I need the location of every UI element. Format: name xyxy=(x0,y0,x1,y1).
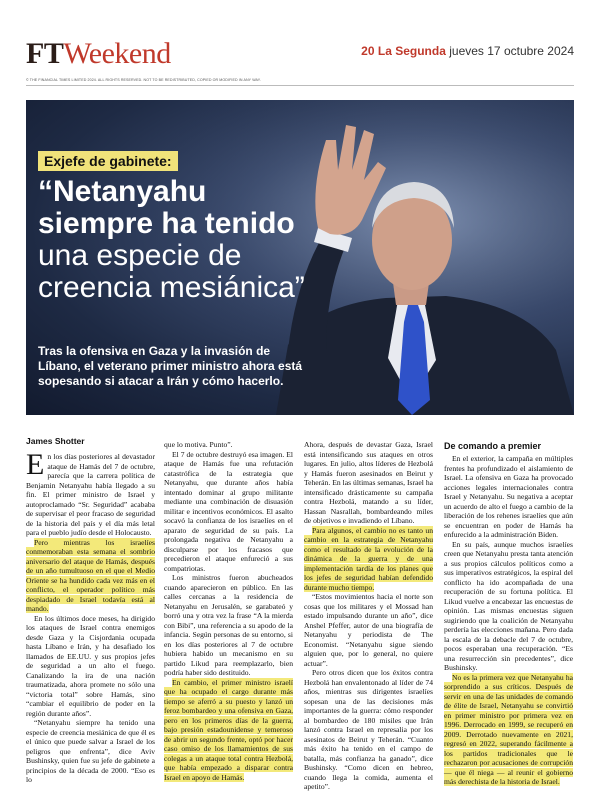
headline-line-3: una especie de xyxy=(38,239,242,272)
page-number: 20 xyxy=(361,44,375,58)
paragraph: En el exterior, la campaña en múltiples frentes ha profundizado el aislamiento de Israel. La ofensiva en Gaza ha provocado acciones legales internacionales contra Israel y Netanyahu. Su negativa a aceptar un acuerdo de alto el fuego a cambio de la liberación de los rehenes israelíes que aún se encuentran en poder de Hamás ha enfurecido a la administración Biden. xyxy=(444,454,573,539)
paragraph: “Estos movimientos hacia el norte son cosas que los militares y el Mossad han estado impulsando durante un año”, dice Anshel Pfeffer, autor de una biografía de Netanyahu y periodista de The Economist. “Netanyahu sigue siendo alguien que, por lo general, no quiere actuar”. xyxy=(304,592,433,668)
paragraph: El 7 de octubre destruyó esa imagen. El ataque de Hamás fue una refutación catastrófica de la estrategia que Netanyahu, que durante años había intentado dominar al grupo militante mediante una combinación de disuasión militar e incentivos económicos. El asalto socavó la confianza de los israelíes en el aparato de seguridad de su país. La prolongada negativa de Netanyahu a disculparse por los fracasos que precedieron el ataque enfureció a sus compatriotas. xyxy=(164,449,293,573)
paragraph xyxy=(164,678,293,783)
highlighted-text: Pero mientras los israelíes conmemoraban esta semana el sombrío aniversario del ataque de Hamás, después de un año tumultuoso en el que el Medio Oriente se ha hundido cada vez más en el conflicto, el operador político más despiadado de Israel todavía está al mando. xyxy=(26,537,155,613)
section-subhead: De comando a premier xyxy=(444,441,542,451)
headline-line-1: “Netanyahu xyxy=(38,175,207,208)
paragraph: Los ministros fueron abucheados cuando aparecieron en público. En las calles cercanas a la residencia de Netanyahu en Jerusalén, se garabateó y borró una y otra vez la frase “A la mierda con Bibi”, una referencia a su apodo de la infancia. Según personas de su entorno, si en los días posteriores al 7 de octubre hubiera habido un mecanismo en su partido Likud para reemplazarlo, bien podría haber sido destituido. xyxy=(164,573,293,677)
highlighted-text: No es la primera vez que Netanyahu ha sorprendido a sus críticos. Después de servir en una de las unidades de comando de élite de Israel, Netanyahu se convirtió en primer ministro por primera vez en 1996. Derrocado en 1999, se recuperó en 2009. Derrotado nuevamente en 2021, regresó en 2022, superando fácilmente a los partidos tradicionales que le rechazaron por acusaciones de corrupción — que él niega — al reunir el gobierno más derechista de la historia de Israel. xyxy=(444,672,573,786)
paragraph: En los últimos doce meses, ha dirigido los ataques de Israel contra enemigos desde Gaza y la Cisjordania ocupada hasta Líbano e Irán, y ha desafiado los llamados de EE.UU. y sus propios jefes de seguridad a un alto el fuego. Canalizando la ira de una nación traumatizada, ahora promete no sólo una “victoria total” sobre Hamás, sino “cambiar el equilibrio de poder en la región durante años”. xyxy=(26,613,155,718)
issue-date: jueves 17 octubre 2024 xyxy=(449,44,574,58)
drop-cap: E xyxy=(26,448,45,481)
paragraph: En los días posteriores al devastador ataque de Hamás del 7 de octubre, parecía que la carrera política de Benjamin Netanyahu había llegado a su fin. El primer ministro de Israel y autoproclamado “Sr. Seguridad” acababa de supervisar el peor fracaso de seguridad de la historia del país y el día más letal para el pueblo judío desde el Holocausto. xyxy=(26,448,155,537)
paragraph xyxy=(26,538,155,614)
kicker-label: Exjefe de gabinete: xyxy=(38,151,178,171)
byline: James Shotter xyxy=(26,436,85,446)
headline xyxy=(38,176,338,304)
headline-line-4: creencia mesiánica” xyxy=(38,271,305,304)
section-name: La Segunda xyxy=(377,44,446,58)
ft-weekend-logo: FTWeekend xyxy=(26,37,171,70)
paragraph xyxy=(304,526,433,593)
article-column-2 xyxy=(164,440,293,782)
masthead-divider xyxy=(26,85,574,86)
paragraph: En su país, aunque muchos israelíes creen que Netanyahu presta tanta atención a sus propios cálculos políticos como a sus imperativos estratégicos, la espiral del conflicto ha ido acompañada de una recuperación de su fortuna política. El Likud vuelve a encabezar las encuestas de opinión. Las mismas encuestas siguen sugiriendo que la coalición de Netanyahu perdería las elecciones mañana. Pero dada la escala de la debacle del 7 de octubre, pocos esperaban una recuperación. “Es una resurrección sin precedentes”, dice Bushinsky. xyxy=(444,539,573,672)
paragraph: Ahora, después de devastar Gaza, Israel está intensificando sus ataques en otros lugares. En julio, altos líderes de Hezbolá y Hamás fueron asesinados en Beirut y Teherán. En las últimas semanas, Israel ha intensificado drásticamente su campaña contra Hezbolá, matando a su líder, Hassan Nasrallah, bombardeando miles de objetivos e invadiendo el Líbano. xyxy=(304,440,433,525)
highlighted-text: Para algunos, el cambio no es tanto un cambio en la estrategia de Netanyahu como el resultado de la evolución de la dinámica de la guerra y de una implementación tardía de los planes que los jefes de seguridad habían defendido durante mucho tiempo. xyxy=(304,525,433,592)
masthead xyxy=(26,36,574,78)
dateline xyxy=(361,44,574,58)
paragraph: “Netanyahu siempre ha tenido una especie de creencia mesiánica de que él es el único que puede salvar a Israel de los peligros que enfrenta”, dice Aviv Bushinsky, quien fue su jefe de gabinete a principios de la década de 2000. “Eso es lo xyxy=(26,718,155,784)
article-column-4 xyxy=(444,440,573,787)
paragraph: que lo motiva. Punto”. xyxy=(164,440,233,449)
copyright-notice: © THE FINANCIAL TIMES LIMITED 2024. ALL RIGHTS RESERVED. NOT TO BE REDISTRIBUTED, COPIED OR MODIFIED IN ANY WAY. xyxy=(26,78,261,82)
standfirst: Tras la ofensiva en Gaza y la invasión de Líbano, el veterano primer ministro ahora está sopesando si atacar a Irán y cómo hacerlo. xyxy=(38,344,303,388)
highlighted-text: En cambio, el primer ministro israelí que ha ocupado el cargo durante más tiempo se aferró a su puesto y lanzó un feroz bombardeo y una ofensiva en Gaza, pero en los primeros días de la guerra, bajo presión estadounidense y temeroso de abrir un segundo frente, optó por hacer caso omiso de los llamamientos de sus colegas a un ataque total contra Hezbolá, que había empezado a disparar contra Israel en apoyo de Hamás. xyxy=(164,677,293,782)
article-column-3 xyxy=(304,440,433,792)
paragraph: Pero otros dicen que los éxitos contra Hezbolá han envalentonado al líder de 74 años, mientras sus dirigentes israelíes sopesan una de las decisiones más importantes de la guerra: cómo responder al bombardeo de 180 misiles que Irán lanzó contra Israel en represalia por los asesinatos de Beirut y Teherán. “Cuanto más éxito ha tenido en el campo de batalla, más confianza ha ganado”, dice Bushinsky. “Como dicen en hebreo, cuando llega la comida, aumenta el apetito”. xyxy=(304,668,433,791)
article-column-1 xyxy=(26,448,155,785)
headline-line-2: siempre ha tenido xyxy=(38,207,295,240)
paragraph xyxy=(444,673,573,787)
